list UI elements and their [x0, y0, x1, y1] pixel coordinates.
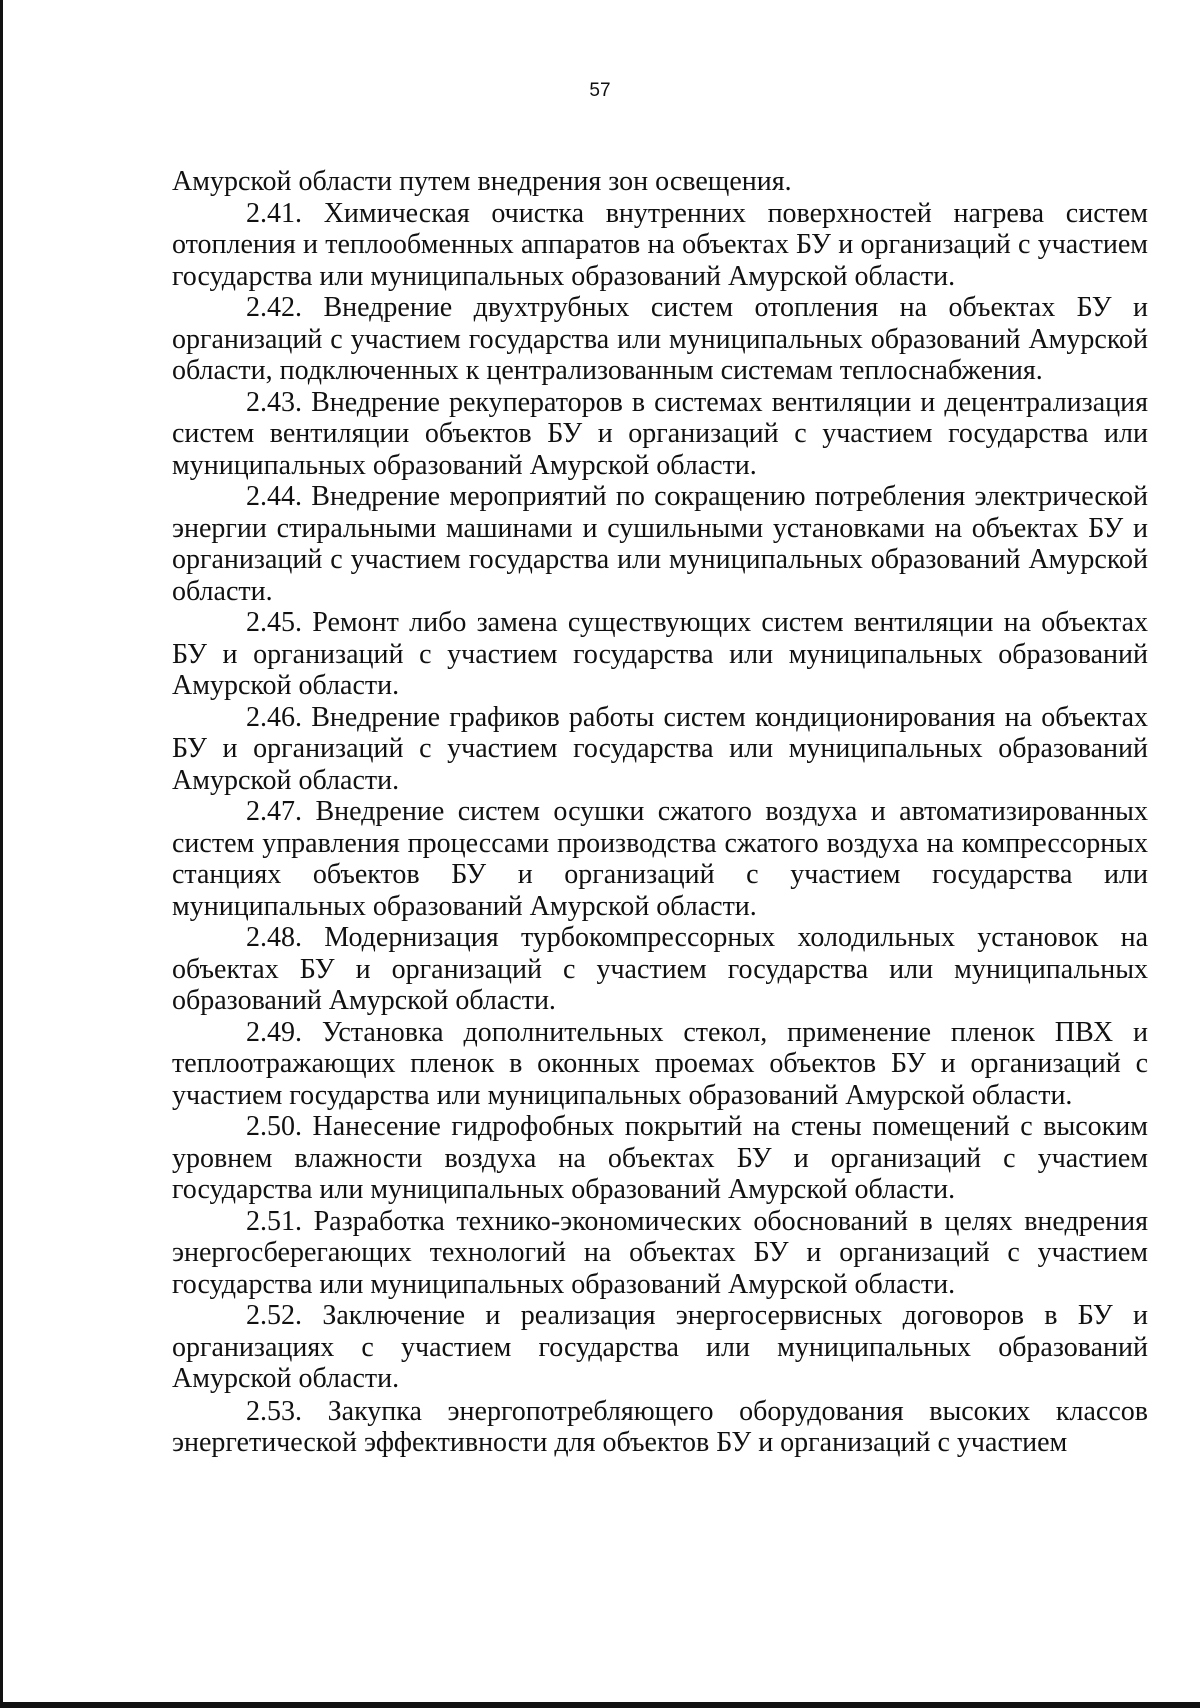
paragraph-2-48: 2.48. Модернизация турбокомпрессорных холодильных установок на объектах БУ и организаций с участием государства или муниципальных образований Амурской области. — [172, 922, 1148, 1016]
paragraph-2-43: 2.43. Внедрение рекуператоров в системах вентиляции и децентрализация систем вентиляции объектов БУ и организаций с участием государства или муниципальных образований Амурской области. — [172, 386, 1148, 481]
paragraph-2-51: 2.51. Разработка технико-экономических обоснований в целях внедрения энергосберегающих технологий на объектах БУ и организаций с участием государства или муниципальных образований Амурской области. — [172, 1205, 1148, 1300]
paragraph-2-42: 2.42. Внедрение двухтрубных систем отопления на объектах БУ и организаций с участием государства или муниципальных образований Амурской области, подключенных к централизованным системам теплоснабжения. — [172, 292, 1148, 386]
continuation-line: Амурской области путем внедрения зон освещения. — [172, 166, 792, 197]
page-number: 57 — [589, 80, 611, 101]
paragraph-2-44: 2.44. Внедрение мероприятий по сокращению потребления электрической энергии стиральными машинами и сушильными установками на объектах БУ и организаций с участием государства или муниципальных образований Амурской области. — [172, 481, 1148, 607]
paragraph-2-52: 2.52. Заключение и реализация энергосервисных договоров в БУ и организациях с участием государства или муниципальных образований Амурской области. — [172, 1300, 1148, 1394]
scan-left-edge — [0, 0, 3, 1708]
paragraph-2-49: 2.49. Установка дополнительных стекол, применение пленок ПВХ и теплоотражающих пленок в оконных проемах объектов БУ и организаций с участием государства или муниципальных образований Амурской области. — [172, 1016, 1148, 1111]
paragraph-2-50: 2.50. Нанесение гидрофобных покрытий на стены помещений с высоким уровнем влажности воздуха на объектах БУ и организаций с участием государства или муниципальных образований Амурской области. — [172, 1111, 1148, 1205]
paragraph-2-53: 2.53. Закупка энергопотребляющего оборудования высоких классов энергетической эффективности для объектов БУ и организаций с участием — [172, 1395, 1148, 1458]
paragraph-2-47: 2.47. Внедрение систем осушки сжатого воздуха и автоматизированных систем управления процессами производства сжатого воздуха на компрессорных станциях объектов БУ и организаций с участием государства или муниципальных образований Амурской области. — [172, 796, 1148, 922]
document-body — [172, 166, 1148, 1459]
paragraph-2-45: 2.45. Ремонт либо замена существующих систем вентиляции на объектах БУ и организаций с участием государства или муниципальных образований Амурской области. — [172, 607, 1148, 701]
scan-bottom-edge — [0, 1702, 1200, 1708]
paragraph-2-41: 2.41. Химическая очистка внутренних поверхностей нагрева систем отопления и теплообменных аппаратов на объектах БУ и организаций с участием государства или муниципальных образований Амурской области. — [172, 197, 1148, 292]
paragraph-2-46: 2.46. Внедрение графиков работы систем кондиционирования на объектах БУ и организаций с участием государства или муниципальных образований Амурской области. — [172, 701, 1148, 796]
